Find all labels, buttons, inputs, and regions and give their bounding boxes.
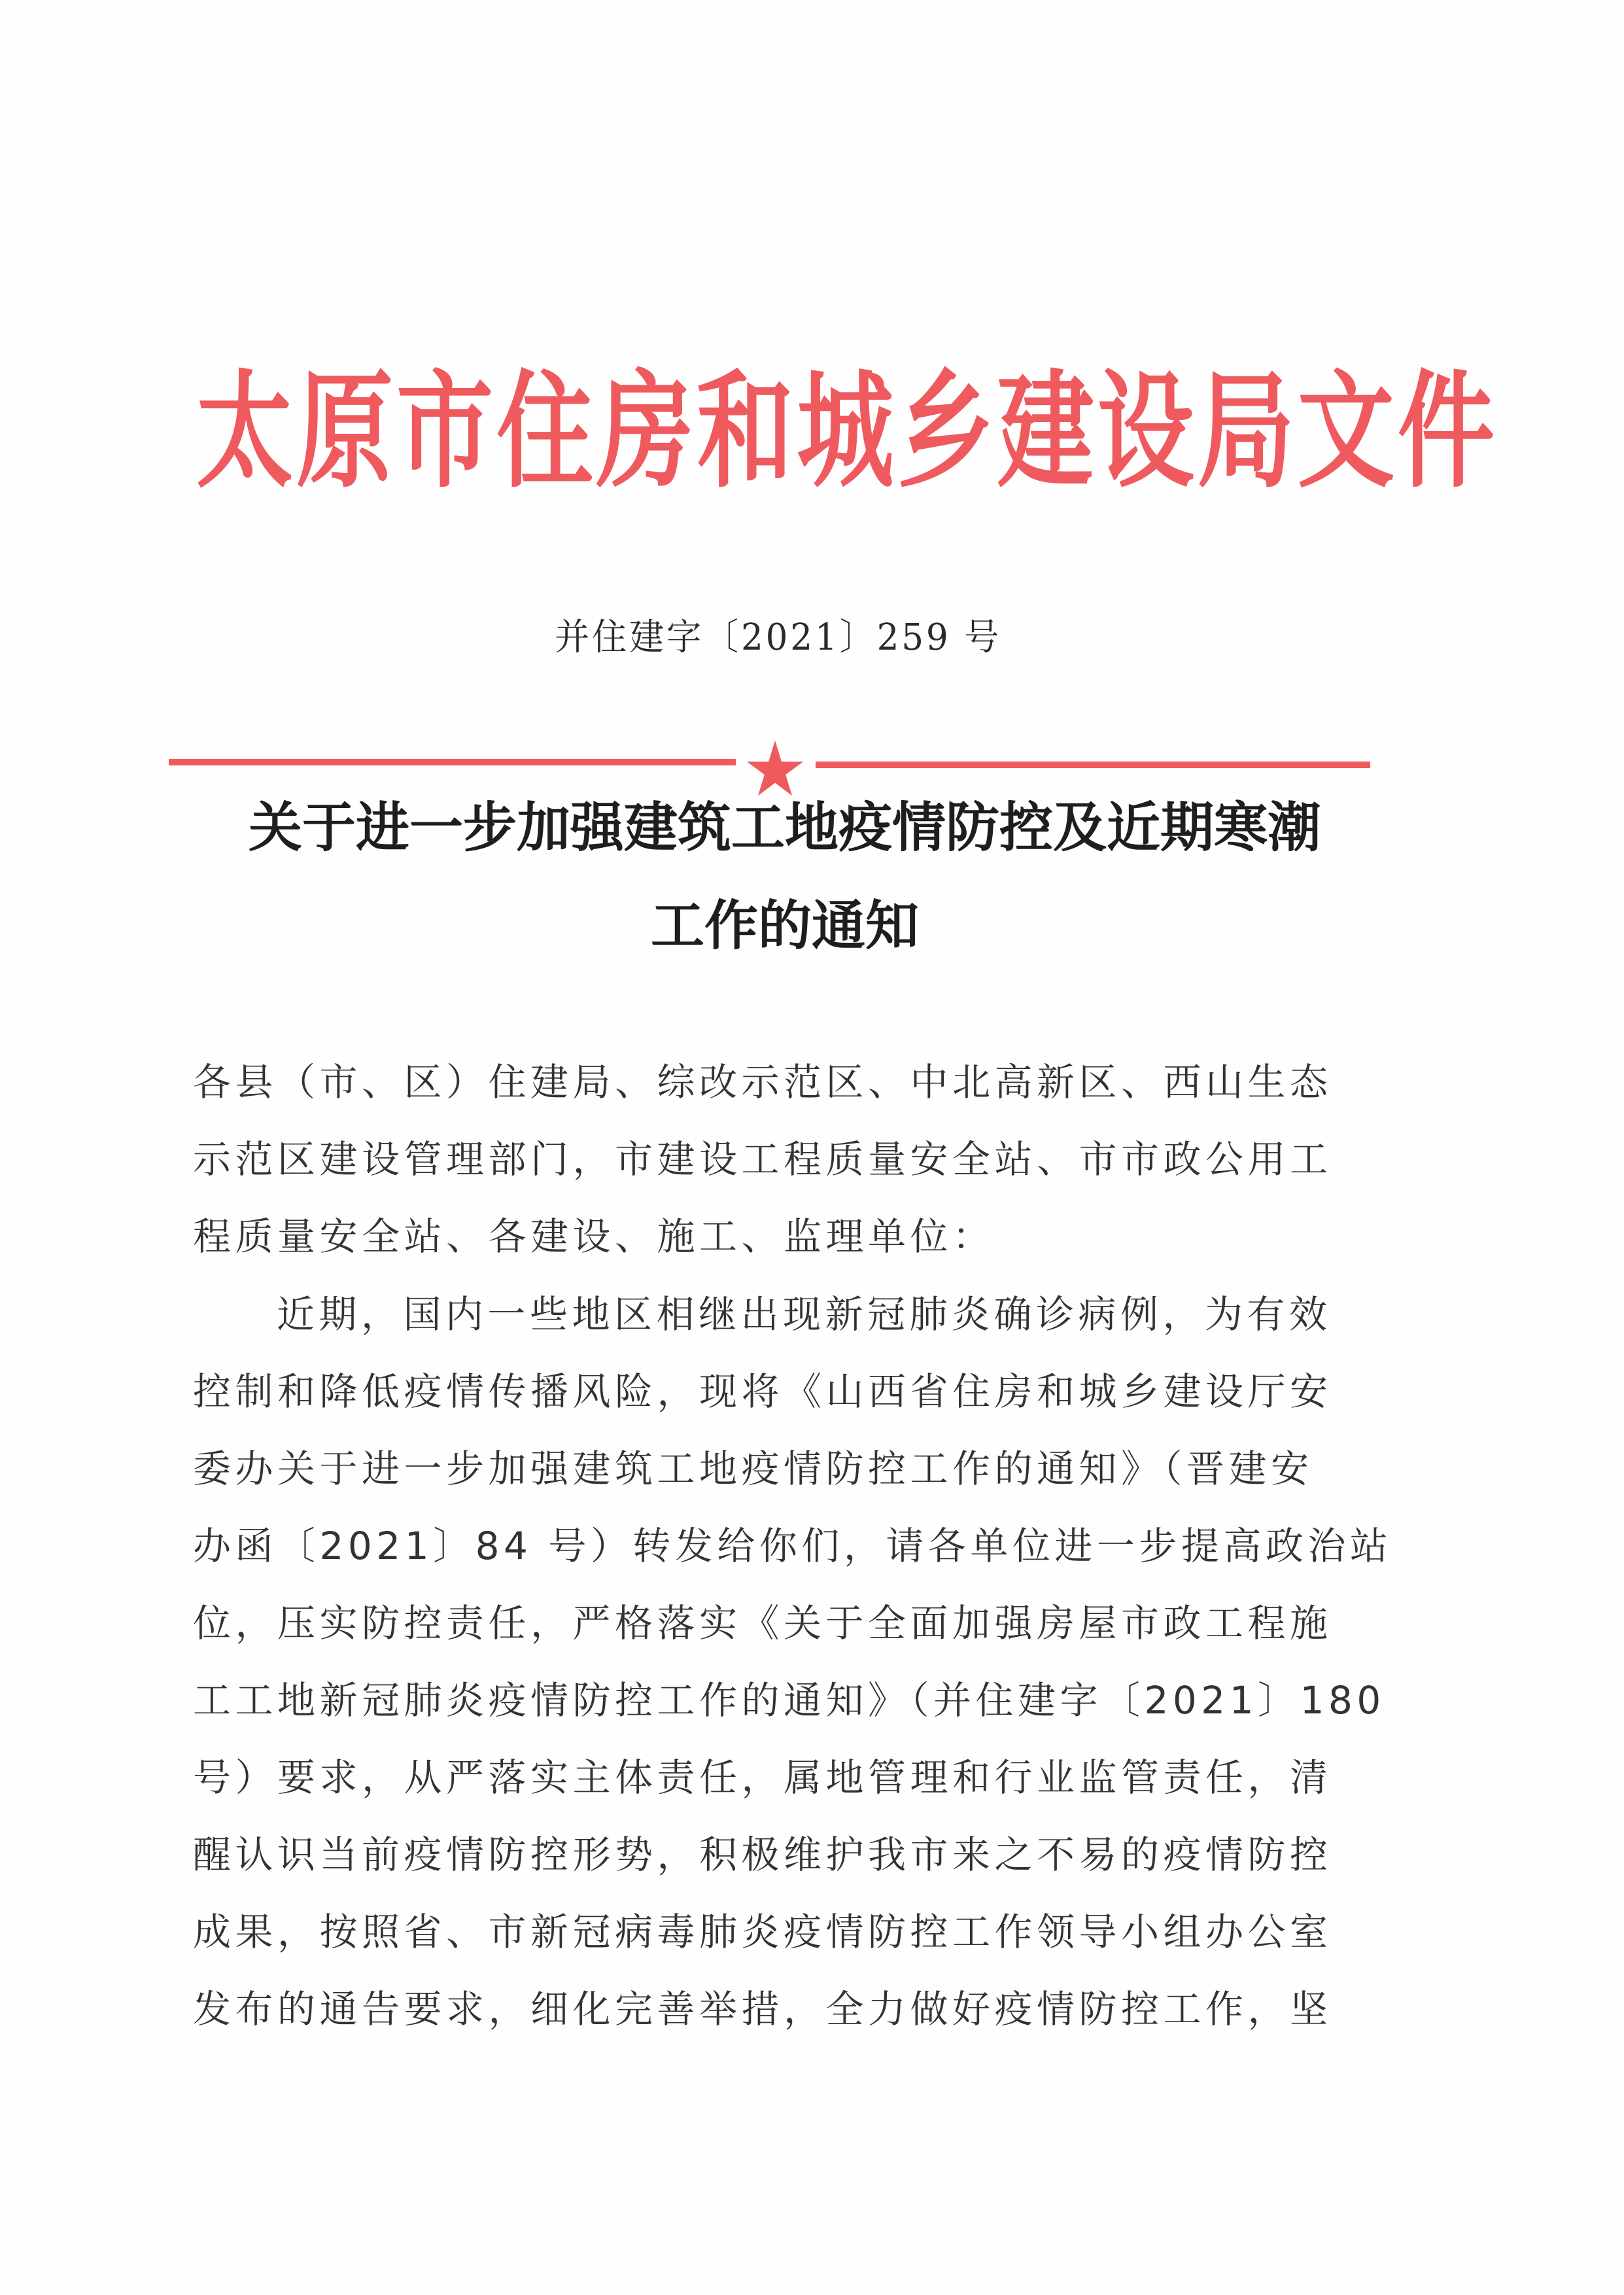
document-title xyxy=(164,779,1406,975)
title-line-2: 工作的通知 xyxy=(650,894,919,957)
paragraph-line: 位，压实防控责任，严格落实《关于全面加强房屋市政工程施 xyxy=(193,1601,1332,1645)
document-number: 并住建字〔2021〕259 号 xyxy=(555,616,1002,659)
paragraph-line: 控制和降低疫情传播风险，现将《山西省住房和城乡建设厅安 xyxy=(193,1369,1332,1414)
paragraph-line: 工工地新冠肺炎疫情防控工作的通知》（并住建字〔2021〕180 xyxy=(193,1678,1385,1723)
paragraph-line: 成果，按照省、市新冠病毒肺炎疫情防控工作领导小组办公室 xyxy=(193,1910,1332,1954)
separator-rule-left xyxy=(169,759,736,765)
issuer-header: 太原市住房和城乡建设局文件 xyxy=(196,357,1498,505)
addressee-line: 各县（市、区）住建局、综改示范区、中北高新区、西山生态 xyxy=(193,1060,1332,1104)
addressee-block xyxy=(193,1043,1390,1275)
paragraph-line: 号）要求，从严落实主体责任，属地管理和行业监管责任，清 xyxy=(193,1755,1332,1800)
paragraph-line: 近期，国内一些地区相继出现新冠肺炎确诊病例，为有效 xyxy=(277,1292,1332,1337)
addressee-line: 示范区建设管理部门，市建设工程质量安全站、市市政公用工 xyxy=(193,1137,1332,1182)
separator-rule-right xyxy=(816,762,1370,768)
paragraph-line: 办函〔2021〕84 号）转发给你们，请各单位进一步提高政治站 xyxy=(193,1524,1392,1568)
paragraph-line: 发布的通告要求，细化完善举措，全力做好疫情防控工作，坚 xyxy=(193,1987,1332,2031)
body-paragraph xyxy=(193,1276,1390,2048)
paragraph-line: 委办关于进一步加强建筑工地疫情防控工作的通知》（晋建安 xyxy=(193,1446,1313,1491)
paragraph-line: 醒认识当前疫情防控形势，积极维护我市来之不易的疫情防控 xyxy=(193,1832,1332,1877)
addressee-line: 程质量安全站、各建设、施工、监理单位： xyxy=(193,1214,995,1259)
title-line-1: 关于进一步加强建筑工地疫情防控及近期寒潮 xyxy=(248,796,1321,859)
